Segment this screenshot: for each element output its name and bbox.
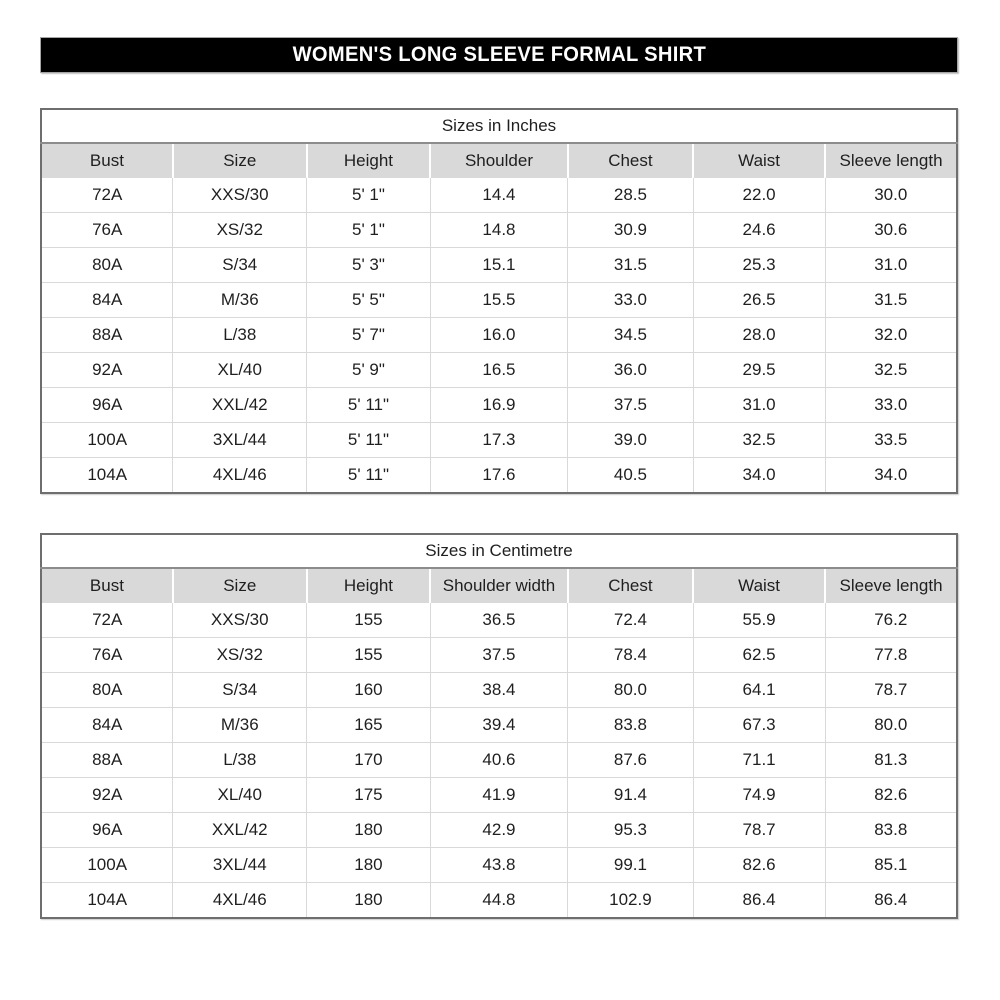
table-cell: 16.9 xyxy=(430,388,567,423)
header-cell: Bust xyxy=(41,568,173,603)
table-cell: 31.5 xyxy=(825,283,957,318)
table-cell: XS/32 xyxy=(173,213,307,248)
header-cell: Sleeve length xyxy=(825,143,957,178)
table-cell: 87.6 xyxy=(568,743,693,778)
header-cell: Waist xyxy=(693,568,825,603)
table-cell: 33.0 xyxy=(568,283,693,318)
table-cell: 4XL/46 xyxy=(173,458,307,494)
table-row xyxy=(41,743,957,778)
table-cell: 15.5 xyxy=(430,283,567,318)
table-cell: 85.1 xyxy=(825,848,957,883)
table-cell: 39.4 xyxy=(430,708,567,743)
table-cell: 77.8 xyxy=(825,638,957,673)
table-cell: 44.8 xyxy=(430,883,567,919)
table-cell: 82.6 xyxy=(693,848,825,883)
table-row xyxy=(41,458,957,494)
table-cell: 40.6 xyxy=(430,743,567,778)
table-cell: 76.2 xyxy=(825,603,957,638)
table-cell: 5' 11" xyxy=(307,423,431,458)
table-cell: 32.0 xyxy=(825,318,957,353)
table-cell: L/38 xyxy=(173,318,307,353)
header-cell: Chest xyxy=(568,568,693,603)
header-cell: Shoulder xyxy=(430,143,567,178)
table-cell: M/36 xyxy=(173,283,307,318)
table-cell: 72.4 xyxy=(568,603,693,638)
table-cell: 26.5 xyxy=(693,283,825,318)
table-cell: 96A xyxy=(41,388,173,423)
table-cell: 22.0 xyxy=(693,178,825,213)
table-caption-row xyxy=(41,109,957,143)
table-cell: 25.3 xyxy=(693,248,825,283)
header-cell: Bust xyxy=(41,143,173,178)
product-title-bar xyxy=(40,37,958,73)
header-cell: Waist xyxy=(693,143,825,178)
header-cell: Height xyxy=(307,143,431,178)
table-cell: 14.4 xyxy=(430,178,567,213)
table-cell: 88A xyxy=(41,743,173,778)
table-cell: 180 xyxy=(307,813,431,848)
table-caption: Sizes in Inches xyxy=(41,109,957,143)
table-row xyxy=(41,603,957,638)
table-header-row xyxy=(41,143,957,178)
table-cell: 5' 11" xyxy=(307,388,431,423)
table-cell: S/34 xyxy=(173,248,307,283)
table-cell: 72A xyxy=(41,178,173,213)
table-cell: 34.0 xyxy=(825,458,957,494)
table-row xyxy=(41,848,957,883)
table-cell: XXS/30 xyxy=(173,603,307,638)
header-cell: Size xyxy=(173,143,307,178)
table-cell: 17.6 xyxy=(430,458,567,494)
table-cell: 175 xyxy=(307,778,431,813)
table-cell: 30.0 xyxy=(825,178,957,213)
table-cell: 5' 5" xyxy=(307,283,431,318)
table-cell: 3XL/44 xyxy=(173,423,307,458)
product-title: WOMEN'S LONG SLEEVE FORMAL SHIRT xyxy=(292,43,706,66)
table-cell: S/34 xyxy=(173,673,307,708)
table-cell: 29.5 xyxy=(693,353,825,388)
table-cell: 31.5 xyxy=(568,248,693,283)
table-cell: 33.0 xyxy=(825,388,957,423)
table-cell: 64.1 xyxy=(693,673,825,708)
table-cell: 165 xyxy=(307,708,431,743)
table-cell: 160 xyxy=(307,673,431,708)
header-cell: Sleeve length xyxy=(825,568,957,603)
table-cell: 3XL/44 xyxy=(173,848,307,883)
table-cell: 16.5 xyxy=(430,353,567,388)
table-cell: 86.4 xyxy=(825,883,957,919)
header-cell: Size xyxy=(173,568,307,603)
table-cell: 34.5 xyxy=(568,318,693,353)
header-cell: Height xyxy=(307,568,431,603)
table-cell: 30.9 xyxy=(568,213,693,248)
table-cell: 95.3 xyxy=(568,813,693,848)
table-cell: 76A xyxy=(41,213,173,248)
table-caption-row xyxy=(41,534,957,568)
table-cell: 62.5 xyxy=(693,638,825,673)
table-cell: 92A xyxy=(41,353,173,388)
table-cell: 83.8 xyxy=(568,708,693,743)
table-cell: 86.4 xyxy=(693,883,825,919)
table-row xyxy=(41,708,957,743)
table-cell: 37.5 xyxy=(568,388,693,423)
table-cell: 83.8 xyxy=(825,813,957,848)
table-row xyxy=(41,883,957,919)
table-cell: 82.6 xyxy=(825,778,957,813)
table-cell: XL/40 xyxy=(173,778,307,813)
table-cell: 80.0 xyxy=(568,673,693,708)
table-cell: 67.3 xyxy=(693,708,825,743)
table-cell: 36.5 xyxy=(430,603,567,638)
table-cell: 31.0 xyxy=(825,248,957,283)
table-row xyxy=(41,213,957,248)
table-cell: 80.0 xyxy=(825,708,957,743)
table-cell: 84A xyxy=(41,708,173,743)
table-cell: M/36 xyxy=(173,708,307,743)
table-cell: 40.5 xyxy=(568,458,693,494)
table-cell: XXL/42 xyxy=(173,813,307,848)
table-cell: 78.7 xyxy=(693,813,825,848)
table-cell: 80A xyxy=(41,673,173,708)
table-cell: 104A xyxy=(41,883,173,919)
table-cell: 17.3 xyxy=(430,423,567,458)
table-cell: 34.0 xyxy=(693,458,825,494)
table-cell: 100A xyxy=(41,423,173,458)
table-cell: 42.9 xyxy=(430,813,567,848)
table-cell: 99.1 xyxy=(568,848,693,883)
table-cell: 15.1 xyxy=(430,248,567,283)
table-cell: 32.5 xyxy=(825,353,957,388)
table-cell: 80A xyxy=(41,248,173,283)
table-cell: 55.9 xyxy=(693,603,825,638)
table-cell: 5' 7" xyxy=(307,318,431,353)
size-table-inches xyxy=(40,108,958,494)
table-cell: 5' 11" xyxy=(307,458,431,494)
table-row xyxy=(41,813,957,848)
table-cell: L/38 xyxy=(173,743,307,778)
header-cell: Chest xyxy=(568,143,693,178)
table-row xyxy=(41,178,957,213)
table-cell: 5' 1" xyxy=(307,178,431,213)
table-cell: 88A xyxy=(41,318,173,353)
table-cell: 28.0 xyxy=(693,318,825,353)
table-cell: 180 xyxy=(307,848,431,883)
table-cell: 78.7 xyxy=(825,673,957,708)
table-row xyxy=(41,778,957,813)
table-cell: XS/32 xyxy=(173,638,307,673)
table-cell: 71.1 xyxy=(693,743,825,778)
table-cell: 14.8 xyxy=(430,213,567,248)
table-cell: XL/40 xyxy=(173,353,307,388)
table-cell: 76A xyxy=(41,638,173,673)
table-row xyxy=(41,318,957,353)
table-cell: 155 xyxy=(307,638,431,673)
table-cell: XXL/42 xyxy=(173,388,307,423)
table-cell: 96A xyxy=(41,813,173,848)
table-cell: 32.5 xyxy=(693,423,825,458)
table-cell: 43.8 xyxy=(430,848,567,883)
table-cell: 74.9 xyxy=(693,778,825,813)
table-cell: 36.0 xyxy=(568,353,693,388)
table-cell: 104A xyxy=(41,458,173,494)
table-caption: Sizes in Centimetre xyxy=(41,534,957,568)
table-cell: 24.6 xyxy=(693,213,825,248)
table-cell: 102.9 xyxy=(568,883,693,919)
table-row xyxy=(41,673,957,708)
table-cell: 92A xyxy=(41,778,173,813)
header-cell: Shoulder width xyxy=(430,568,567,603)
table-header-row xyxy=(41,568,957,603)
table-cell: 38.4 xyxy=(430,673,567,708)
table-row xyxy=(41,423,957,458)
table-cell: 5' 3" xyxy=(307,248,431,283)
table-cell: 5' 1" xyxy=(307,213,431,248)
table-cell: 39.0 xyxy=(568,423,693,458)
table-row xyxy=(41,388,957,423)
table-cell: 170 xyxy=(307,743,431,778)
table-cell: 81.3 xyxy=(825,743,957,778)
table-row xyxy=(41,283,957,318)
table-cell: 91.4 xyxy=(568,778,693,813)
table-cell: 100A xyxy=(41,848,173,883)
table-cell: 72A xyxy=(41,603,173,638)
table-cell: 33.5 xyxy=(825,423,957,458)
table-cell: 180 xyxy=(307,883,431,919)
table-cell: 78.4 xyxy=(568,638,693,673)
table-cell: 37.5 xyxy=(430,638,567,673)
table-cell: 4XL/46 xyxy=(173,883,307,919)
table-cell: 30.6 xyxy=(825,213,957,248)
table-cell: 28.5 xyxy=(568,178,693,213)
table-cell: 155 xyxy=(307,603,431,638)
table-cell: 31.0 xyxy=(693,388,825,423)
table-row xyxy=(41,638,957,673)
table-cell: 41.9 xyxy=(430,778,567,813)
table-cell: 16.0 xyxy=(430,318,567,353)
table-row xyxy=(41,248,957,283)
table-cell: 5' 9" xyxy=(307,353,431,388)
table-cell: 84A xyxy=(41,283,173,318)
size-table-centimetre xyxy=(40,533,958,919)
table-row xyxy=(41,353,957,388)
table-cell: XXS/30 xyxy=(173,178,307,213)
